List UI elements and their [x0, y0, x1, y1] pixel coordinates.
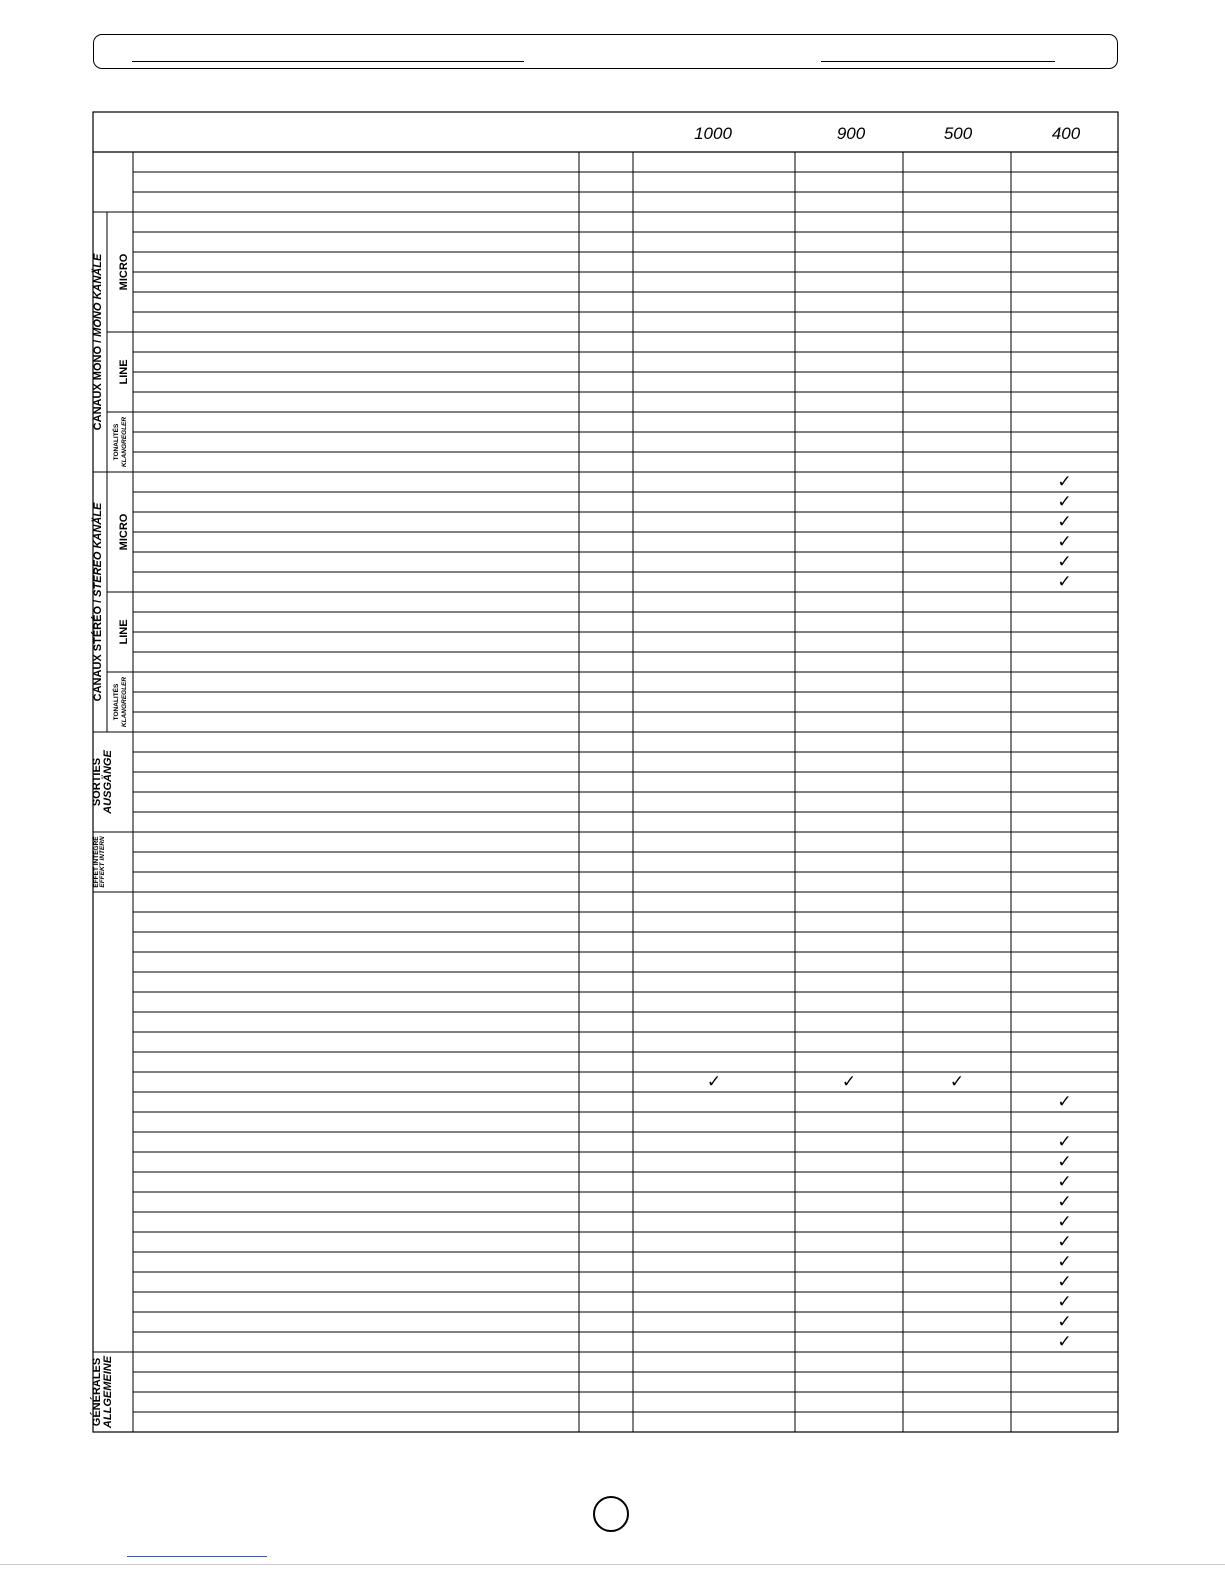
check-mark-400: ✓: [1057, 492, 1072, 511]
page-number-circle: [593, 1496, 629, 1532]
check-mark-500: ✓: [949, 1072, 965, 1091]
check-mark-400: ✓: [1057, 1232, 1072, 1251]
check-mark-400: ✓: [1057, 1152, 1072, 1171]
check-mark-400: ✓: [1057, 1272, 1072, 1291]
check-mark-400: ✓: [1057, 572, 1072, 591]
subsection-label-micro: MICRO: [118, 253, 130, 291]
check-mark-1000: ✓: [706, 1072, 722, 1091]
subsection-label: KLANGREGLER: [121, 676, 128, 728]
bottom-rule: [0, 1564, 1225, 1565]
subsection-label-line: LINE: [118, 359, 130, 385]
section-label-effect-de: EFFEKT INTERN: [99, 836, 106, 888]
check-mark-400: ✓: [1057, 1332, 1072, 1351]
check-mark-400: ✓: [1057, 1312, 1072, 1331]
section-label-stereo: CANAUX STÉRÉO / STEREO KANÄLE: [92, 502, 104, 702]
check-mark-400: ✓: [1057, 1292, 1072, 1311]
check-mark-400: ✓: [1057, 1212, 1072, 1231]
check-mark-400: ✓: [1057, 512, 1072, 531]
subsection-label-line: LINE: [118, 619, 130, 645]
subsection-label-micro: MICRO: [118, 513, 130, 551]
section-label-outputs-de: AUSGÄNGE: [102, 750, 114, 814]
check-mark-400: ✓: [1057, 1192, 1072, 1211]
check-mark-900: ✓: [841, 1072, 857, 1091]
model-header-900: 900: [836, 124, 866, 143]
check-mark-400: ✓: [1057, 532, 1072, 551]
check-mark-400: ✓: [1057, 1172, 1072, 1191]
section-label-mono: CANAUX MONO / MONO KANÄLE: [92, 253, 104, 431]
model-header-400: 400: [1051, 124, 1081, 143]
section-label-outputs: SORTIES: [91, 757, 103, 807]
subsection-label: TONALITÉS: [113, 423, 120, 461]
footer-link-line: [127, 1556, 267, 1557]
subsection-label: TONALITÉS: [113, 683, 120, 721]
model-header-500: 500: [943, 124, 973, 143]
model-header-1000: 1000: [694, 124, 732, 143]
check-mark-400: ✓: [1057, 1132, 1072, 1151]
section-label-general-de: ALLGEMEINE: [102, 1355, 114, 1429]
check-mark-400: ✓: [1057, 472, 1072, 491]
check-mark-400: ✓: [1057, 552, 1072, 571]
check-mark-400: ✓: [1057, 1092, 1072, 1111]
section-label-general: GÉNÉRALES: [91, 1357, 103, 1427]
subsection-label: KLANGREGLER: [121, 416, 128, 468]
check-mark-400: ✓: [1057, 1252, 1072, 1271]
section-label-effect: EFFET INTÉGRÉ: [93, 836, 100, 888]
